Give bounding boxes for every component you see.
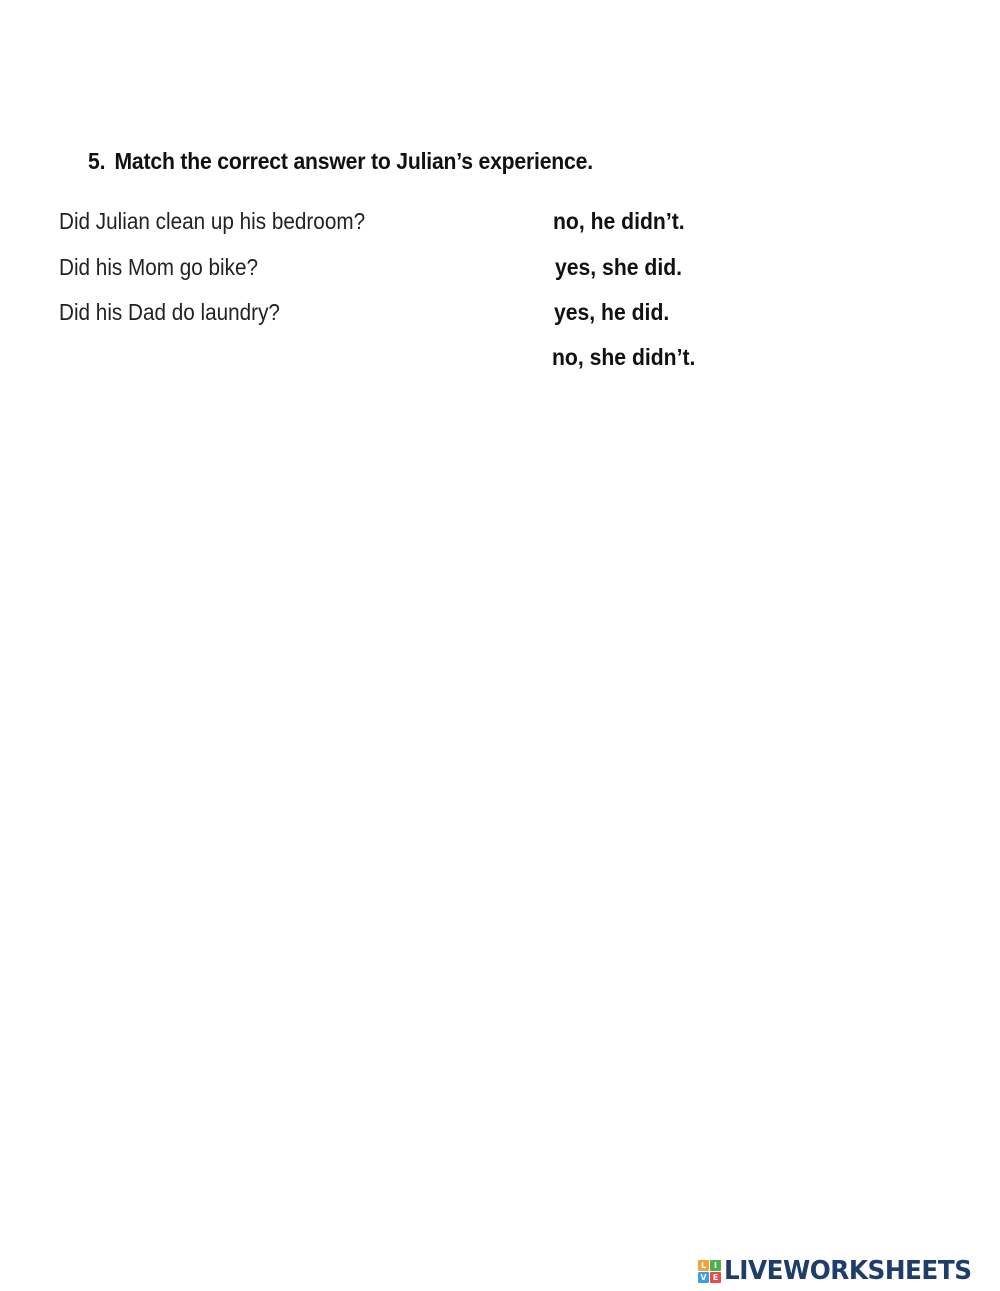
answer-option-3[interactable]: yes, he did. bbox=[554, 299, 670, 325]
exercise-instruction: Match the correct answer to Julian’s experience. bbox=[114, 148, 593, 174]
logo-tiles-icon bbox=[698, 1260, 721, 1283]
answer-option-4[interactable]: no, she didn’t. bbox=[552, 344, 696, 370]
logo-tile-e: E bbox=[710, 1272, 721, 1283]
liveworksheets-logo bbox=[698, 1256, 985, 1286]
logo-tile-l: L bbox=[698, 1260, 709, 1271]
exercise-number: 5. bbox=[88, 148, 106, 174]
question-3: Did his Dad do laundry? bbox=[59, 299, 280, 325]
exercise-heading bbox=[88, 148, 593, 175]
answer-option-1[interactable]: no, he didn’t. bbox=[553, 208, 685, 234]
logo-tile-i: I bbox=[710, 1260, 721, 1271]
question-1: Did Julian clean up his bedroom? bbox=[59, 208, 366, 234]
logo-text: LIVEWORKSHEETS bbox=[724, 1256, 972, 1286]
answer-option-2[interactable]: yes, she did. bbox=[555, 254, 683, 280]
logo-tile-v: V bbox=[698, 1272, 709, 1283]
question-2: Did his Mom go bike? bbox=[59, 254, 259, 280]
